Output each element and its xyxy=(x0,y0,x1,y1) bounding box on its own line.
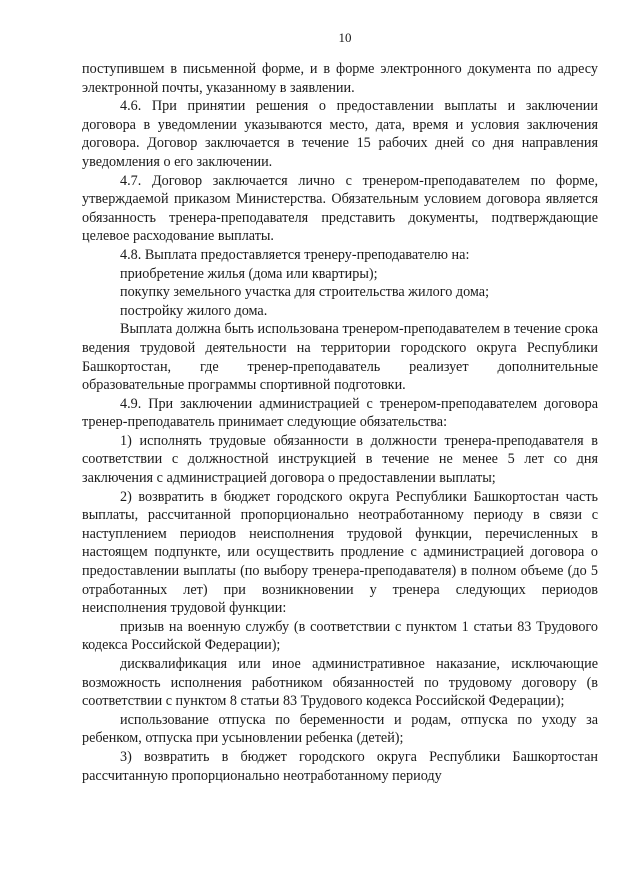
paragraph: поступившем в письменной форме, и в форме электронного документа по адресу электронной почты, указанному в заявлении. xyxy=(82,61,598,96)
page-number: 10 xyxy=(338,30,352,45)
paragraph: постройку жилого дома. xyxy=(120,302,268,319)
paragraph: приобретение жилья (дома или квартиры); xyxy=(120,265,378,282)
paragraph: использование отпуска по беременности и родам, отпуска по уходу за ребенком, отпуска при усыновлении ребенка (детей); xyxy=(82,711,598,747)
paragraph: 3) возвратить в бюджет городского округа Республики Башкортостан рассчитанную пропорционально неотработанному периоду xyxy=(82,748,598,784)
paragraph: призыв на военную службу (в соответствии с пунктом 1 статьи 83 Трудового кодекса Российской Федерации); xyxy=(82,618,598,654)
paragraph: покупку земельного участка для строительства жилого дома; xyxy=(120,284,490,301)
paragraph: 2) возвратить в бюджет городского округа Республики Башкортостан часть выплаты, рассчитанной пропорционально неотработанному периоду в связи с наступлением периодов неисполнения трудовой функции, перечисленных в настоящем подпункте, или осуществить продление с администрацией договора о предоставлении выплаты (по выбору тренера-преподавателя) в полном объеме (до 5 отработанных лет) при возникновении у тренера следующих периодов неисполнения трудовой функции: xyxy=(82,488,598,617)
paragraph: Выплата должна быть использована тренером-преподавателем в течение срока ведения трудовой деятельности на территории городского округа Республики Башкортостан, где тренер-преподаватель реализует дополнительные образовательные программы спортивной подготовки. xyxy=(82,321,598,394)
paragraph: 4.8. Выплата предоставляется тренеру-преподавателю на: xyxy=(120,246,470,263)
paragraph: 1) исполнять трудовые обязанности в должности тренера-преподавателя в соответствии с должностной инструкцией в течение не менее 5 лет со дня заключения с администрацией договора о предоставлении выплаты; xyxy=(82,432,598,487)
paragraph: 4.9. При заключении администрацией с тренером-преподавателем договора тренер-преподаватель принимает следующие обязательства: xyxy=(82,395,598,431)
paragraph: 4.6. При принятии решения о предоставлении выплаты и заключении договора в уведомлении указываются место, дата, время и условия заключения договора. Договор заключается в течение 15 рабочих дней со дня направления уведомления о его заключении. xyxy=(82,98,598,170)
document-body xyxy=(82,60,598,785)
paragraph: 4.7. Договор заключается лично с тренером-преподавателем по форме, утверждаемой приказом Министерства. Обязательным условием договора является обязанность тренера-преподавателя представить документы, подтверждающие целевое расходование выплаты. xyxy=(82,172,598,245)
paragraph: дисквалификация или иное административное наказание, исключающие возможность исполнения работником обязанностей по трудовому договору (в соответствии с пунктом 8 статьи 83 Трудового кодекса Российской Федерации); xyxy=(82,656,598,710)
